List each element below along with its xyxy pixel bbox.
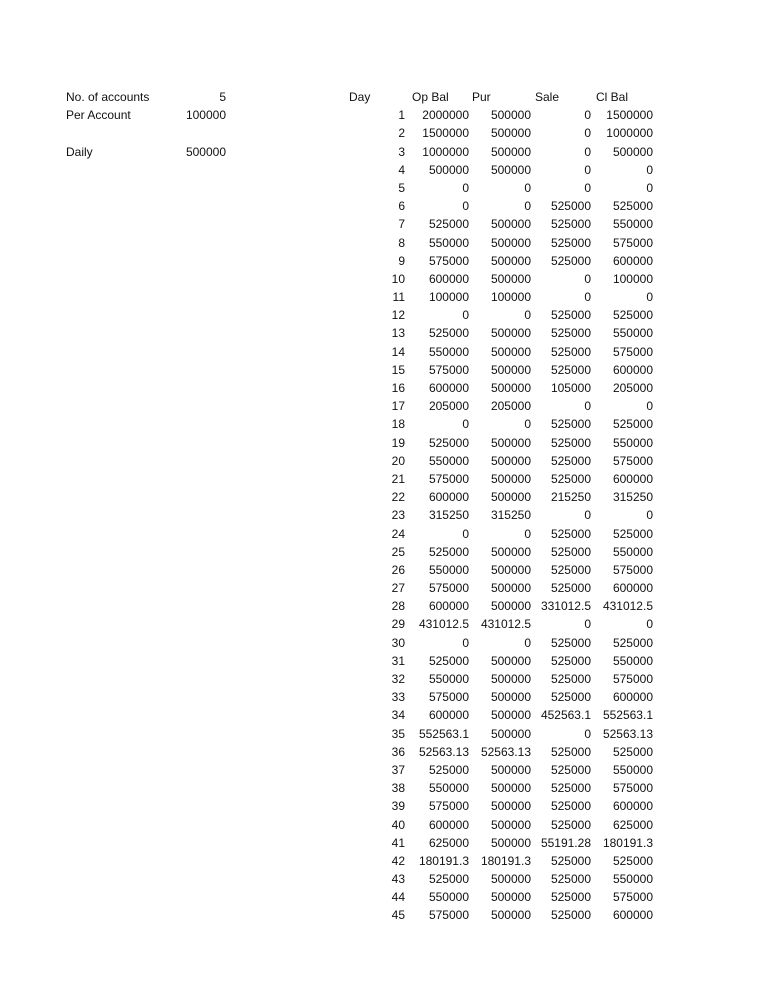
- cell-cl-bal: 625000: [612, 817, 653, 832]
- cell-pur: 500000: [490, 799, 531, 814]
- cell-cl-bal: 0: [646, 290, 653, 305]
- cell-sale: 525000: [550, 817, 591, 832]
- cell-day: 33: [391, 690, 405, 705]
- cell-day: 30: [391, 635, 405, 650]
- cell-op-bal: 600000: [428, 490, 469, 505]
- cell-op-bal: 180191.3: [418, 853, 469, 868]
- cell-cl-bal: 0: [646, 508, 653, 523]
- cell-op-bal: 550000: [428, 781, 469, 796]
- cell-day: 27: [391, 581, 405, 596]
- cell-cl-bal: 550000: [612, 872, 653, 887]
- cell-day: 31: [391, 653, 405, 668]
- cell-day: 41: [391, 835, 405, 850]
- cell-sale: 525000: [550, 417, 591, 432]
- cell-sale: 55191.28: [540, 835, 591, 850]
- cell-cl-bal: 600000: [612, 799, 653, 814]
- cell-sale: 0: [584, 144, 591, 159]
- cell-op-bal: 0: [462, 635, 469, 650]
- cell-sale: 525000: [550, 253, 591, 268]
- cell-day: 8: [398, 235, 405, 250]
- cell-sale: 525000: [550, 526, 591, 541]
- cell-cl-bal: 1000000: [606, 126, 653, 141]
- cell-op-bal: 2000000: [422, 108, 469, 123]
- param-row-blank: [66, 124, 226, 142]
- cell-sale: 525000: [550, 635, 591, 650]
- cell-day: 18: [391, 417, 405, 432]
- cell-day: 19: [391, 435, 405, 450]
- cell-cl-bal: 0: [646, 617, 653, 632]
- cell-cl-bal: 575000: [612, 344, 653, 359]
- cell-day: 45: [391, 908, 405, 923]
- cell-pur: 500000: [490, 490, 531, 505]
- cell-pur: 0: [524, 526, 531, 541]
- cell-op-bal: 525000: [428, 762, 469, 777]
- cell-sale: 0: [584, 399, 591, 414]
- cell-op-bal: 431012.5: [418, 617, 469, 632]
- cell-op-bal: 525000: [428, 435, 469, 450]
- cell-sale: 525000: [550, 799, 591, 814]
- cell-sale: 0: [584, 617, 591, 632]
- cell-op-bal: 205000: [428, 399, 469, 414]
- cell-day: 29: [391, 617, 405, 632]
- cell-day: 23: [391, 508, 405, 523]
- cell-sale: 525000: [550, 690, 591, 705]
- cell-pur: 431012.5: [480, 617, 531, 632]
- cell-op-bal: 625000: [428, 835, 469, 850]
- param-value: 100000: [185, 108, 226, 123]
- cell-sale: 525000: [550, 908, 591, 923]
- cell-sale: 525000: [550, 890, 591, 905]
- param-row-daily: [66, 143, 226, 161]
- cell-pur: 500000: [490, 381, 531, 395]
- cell-pur: 0: [524, 635, 531, 650]
- cell-sale: 0: [584, 508, 591, 523]
- cell-sale: 525000: [550, 872, 591, 887]
- cell-sale: 525000: [550, 235, 591, 250]
- cell-day: 13: [391, 326, 405, 341]
- cell-sale: 525000: [550, 653, 591, 668]
- cell-pur: 0: [524, 199, 531, 214]
- cell-cl-bal: 525000: [612, 635, 653, 650]
- cell-op-bal: 575000: [428, 362, 469, 377]
- cell-pur: 500000: [490, 126, 531, 141]
- cell-op-bal: 575000: [428, 690, 469, 705]
- cell-cl-bal: 575000: [612, 781, 653, 796]
- cell-cl-bal: 600000: [612, 908, 653, 923]
- cell-cl-bal: 575000: [612, 562, 653, 577]
- cell-cl-bal: 431012.5: [602, 599, 653, 614]
- cell-op-bal: 0: [462, 526, 469, 541]
- cell-pur: 500000: [490, 362, 531, 377]
- cell-sale: 452563.1: [540, 708, 591, 723]
- cell-sale: 525000: [550, 471, 591, 486]
- cell-cl-bal: 0: [646, 162, 653, 177]
- cell-day: 22: [391, 490, 405, 505]
- cell-pur: 500000: [490, 253, 531, 268]
- cell-cl-bal: 205000: [612, 381, 653, 395]
- cell-cl-bal: 550000: [612, 762, 653, 777]
- cell-sale: 0: [584, 726, 591, 741]
- cell-op-bal: 0: [462, 180, 469, 195]
- cell-cl-bal: 525000: [612, 308, 653, 323]
- cell-sale: 525000: [550, 435, 591, 450]
- cell-pur: 500000: [490, 653, 531, 668]
- cell-cl-bal: 575000: [612, 453, 653, 468]
- cell-pur: 500000: [490, 108, 531, 123]
- cell-sale: 525000: [550, 562, 591, 577]
- cell-pur: 180191.3: [480, 853, 531, 868]
- cell-day: 1: [398, 108, 405, 123]
- cell-sale: 525000: [550, 308, 591, 323]
- cell-pur: 500000: [490, 890, 531, 905]
- cell-op-bal: 550000: [428, 453, 469, 468]
- cell-sale: 0: [584, 290, 591, 305]
- cell-sale: 525000: [550, 199, 591, 214]
- cell-day: 34: [391, 708, 405, 723]
- cell-op-bal: 500000: [428, 162, 469, 177]
- cell-op-bal: 575000: [428, 799, 469, 814]
- cell-pur: 500000: [490, 599, 531, 614]
- cell-pur: 500000: [490, 781, 531, 796]
- cell-pur: 500000: [490, 217, 531, 232]
- cell-sale: 525000: [550, 581, 591, 596]
- cell-pur: 500000: [490, 271, 531, 286]
- header-pur: Pur: [472, 90, 491, 104]
- cell-sale: 0: [584, 108, 591, 123]
- cell-op-bal: 550000: [428, 562, 469, 577]
- cell-day: 17: [391, 399, 405, 414]
- cell-pur: 500000: [490, 581, 531, 596]
- cell-op-bal: 525000: [428, 326, 469, 341]
- cell-cl-bal: 600000: [612, 362, 653, 377]
- cell-sale: 525000: [550, 672, 591, 686]
- cell-pur: 500000: [490, 872, 531, 887]
- header-op-bal: Op Bal: [412, 90, 449, 104]
- cell-pur: 0: [524, 180, 531, 195]
- cell-op-bal: 525000: [428, 872, 469, 887]
- param-row-per-account: [66, 106, 226, 124]
- param-value: 5: [219, 90, 226, 104]
- cell-sale: 331012.5: [540, 599, 591, 614]
- cell-cl-bal: 600000: [612, 253, 653, 268]
- cell-cl-bal: 52563.13: [602, 726, 653, 741]
- cell-op-bal: 600000: [428, 381, 469, 395]
- cell-sale: 215250: [550, 490, 591, 505]
- cell-day: 14: [391, 344, 405, 359]
- cell-pur: 500000: [490, 762, 531, 777]
- cell-day: 39: [391, 799, 405, 814]
- cell-pur: 205000: [490, 399, 531, 414]
- cell-pur: 500000: [490, 471, 531, 486]
- header-sale: Sale: [535, 90, 560, 104]
- cell-day: 32: [391, 672, 405, 686]
- cell-cl-bal: 500000: [612, 144, 653, 159]
- cell-op-bal: 315250: [428, 508, 469, 523]
- cell-day: 3: [398, 144, 405, 159]
- cell-cl-bal: 525000: [612, 526, 653, 541]
- parameters-block: [66, 88, 226, 161]
- cell-day: 7: [398, 217, 405, 232]
- cell-sale: 525000: [550, 781, 591, 796]
- header-day: Day: [349, 90, 371, 104]
- cell-sale: 105000: [550, 381, 591, 395]
- param-label: Per Account: [66, 108, 131, 123]
- cell-pur: 500000: [490, 562, 531, 577]
- cell-cl-bal: 0: [646, 399, 653, 414]
- cell-pur: 0: [524, 417, 531, 432]
- cell-op-bal: 600000: [428, 708, 469, 723]
- cell-op-bal: 600000: [428, 271, 469, 286]
- cell-sale: 525000: [550, 453, 591, 468]
- cell-op-bal: 550000: [428, 235, 469, 250]
- cell-day: 37: [391, 762, 405, 777]
- cell-day: 44: [391, 890, 405, 905]
- cell-cl-bal: 180191.3: [602, 835, 653, 850]
- cell-op-bal: 575000: [428, 253, 469, 268]
- cell-cl-bal: 552563.1: [602, 708, 653, 723]
- cell-op-bal: 0: [462, 199, 469, 214]
- cell-day: 24: [391, 526, 405, 541]
- cell-day: 15: [391, 362, 405, 377]
- cell-day: 10: [391, 271, 405, 286]
- cell-cl-bal: 315250: [612, 490, 653, 505]
- cell-day: 40: [391, 817, 405, 832]
- cell-pur: 500000: [490, 162, 531, 177]
- cell-pur: 52563.13: [480, 744, 531, 759]
- cell-op-bal: 575000: [428, 471, 469, 486]
- cell-day: 35: [391, 726, 405, 741]
- cell-day: 5: [398, 180, 405, 195]
- cell-sale: 525000: [550, 217, 591, 232]
- cell-sale: 525000: [550, 744, 591, 759]
- cell-op-bal: 1500000: [422, 126, 469, 141]
- cell-cl-bal: 550000: [612, 653, 653, 668]
- cell-day: 12: [391, 308, 405, 323]
- cell-sale: 0: [584, 180, 591, 195]
- cell-op-bal: 52563.13: [418, 744, 469, 759]
- cell-op-bal: 1000000: [422, 144, 469, 159]
- cell-pur: 500000: [490, 835, 531, 850]
- cell-pur: 500000: [490, 453, 531, 468]
- cell-pur: 500000: [490, 235, 531, 250]
- cell-sale: 525000: [550, 853, 591, 868]
- cell-cl-bal: 525000: [612, 199, 653, 214]
- cell-pur: 500000: [490, 144, 531, 159]
- cell-sale: 525000: [550, 762, 591, 777]
- cell-pur: 500000: [490, 817, 531, 832]
- cell-day: 16: [391, 381, 405, 395]
- cell-cl-bal: 575000: [612, 235, 653, 250]
- cell-cl-bal: 550000: [612, 544, 653, 559]
- cell-day: 38: [391, 781, 405, 796]
- cell-op-bal: 575000: [428, 908, 469, 923]
- cell-day: 11: [392, 290, 405, 305]
- cell-pur: 500000: [490, 344, 531, 359]
- cell-day: 20: [391, 453, 405, 468]
- cell-sale: 0: [584, 126, 591, 141]
- cell-cl-bal: 575000: [612, 672, 653, 686]
- cell-pur: 500000: [490, 326, 531, 341]
- cell-sale: 525000: [550, 362, 591, 377]
- cell-sale: 0: [584, 162, 591, 177]
- cell-cl-bal: 0: [646, 180, 653, 195]
- cell-day: 9: [398, 253, 405, 268]
- cell-op-bal: 525000: [428, 217, 469, 232]
- cell-pur: 500000: [490, 708, 531, 723]
- cell-day: 4: [398, 162, 405, 177]
- cell-cl-bal: 550000: [612, 435, 653, 450]
- cell-day: 2: [398, 126, 405, 141]
- cell-day: 43: [391, 872, 405, 887]
- cell-cl-bal: 575000: [612, 890, 653, 905]
- cell-op-bal: 525000: [428, 544, 469, 559]
- cell-op-bal: 575000: [428, 581, 469, 596]
- cell-op-bal: 600000: [428, 817, 469, 832]
- cell-day: 28: [391, 599, 405, 614]
- cell-sale: 525000: [550, 544, 591, 559]
- cell-pur: 500000: [490, 672, 531, 686]
- cell-day: 6: [398, 199, 405, 214]
- cell-cl-bal: 600000: [612, 690, 653, 705]
- cell-day: 26: [391, 562, 405, 577]
- cell-pur: 500000: [490, 690, 531, 705]
- cell-op-bal: 550000: [428, 890, 469, 905]
- param-row-accounts: [66, 88, 226, 106]
- cell-pur: 315250: [490, 508, 531, 523]
- cell-day: 42: [391, 853, 405, 868]
- cell-cl-bal: 550000: [612, 326, 653, 341]
- cell-op-bal: 0: [462, 308, 469, 323]
- cell-op-bal: 550000: [428, 672, 469, 686]
- cell-day: 25: [391, 544, 405, 559]
- param-label: No. of accounts: [66, 90, 150, 104]
- param-label: Daily: [66, 144, 93, 159]
- cell-sale: 525000: [550, 326, 591, 341]
- cell-cl-bal: 600000: [612, 471, 653, 486]
- cell-cl-bal: 525000: [612, 744, 653, 759]
- cell-op-bal: 0: [462, 417, 469, 432]
- cell-cl-bal: 525000: [612, 853, 653, 868]
- header-cl-bal: Cl Bal: [596, 90, 629, 104]
- cell-day: 21: [391, 471, 405, 486]
- cell-pur: 100000: [490, 290, 531, 305]
- cell-pur: 500000: [490, 435, 531, 450]
- cell-pur: 500000: [490, 544, 531, 559]
- cell-op-bal: 552563.1: [418, 726, 469, 741]
- cell-pur: 0: [524, 308, 531, 323]
- cell-day: 36: [391, 744, 405, 759]
- cell-cl-bal: 600000: [612, 581, 653, 596]
- cell-pur: 500000: [490, 726, 531, 741]
- cell-sale: 0: [584, 271, 591, 286]
- cell-op-bal: 100000: [428, 290, 469, 305]
- cell-cl-bal: 1500000: [606, 108, 653, 123]
- cell-op-bal: 525000: [428, 653, 469, 668]
- cell-cl-bal: 525000: [612, 417, 653, 432]
- cell-cl-bal: 550000: [612, 217, 653, 232]
- cell-pur: 500000: [490, 908, 531, 923]
- cell-op-bal: 600000: [428, 599, 469, 614]
- param-value: 500000: [185, 144, 226, 159]
- cell-sale: 525000: [550, 344, 591, 359]
- cell-op-bal: 550000: [428, 344, 469, 359]
- cell-cl-bal: 100000: [612, 271, 653, 286]
